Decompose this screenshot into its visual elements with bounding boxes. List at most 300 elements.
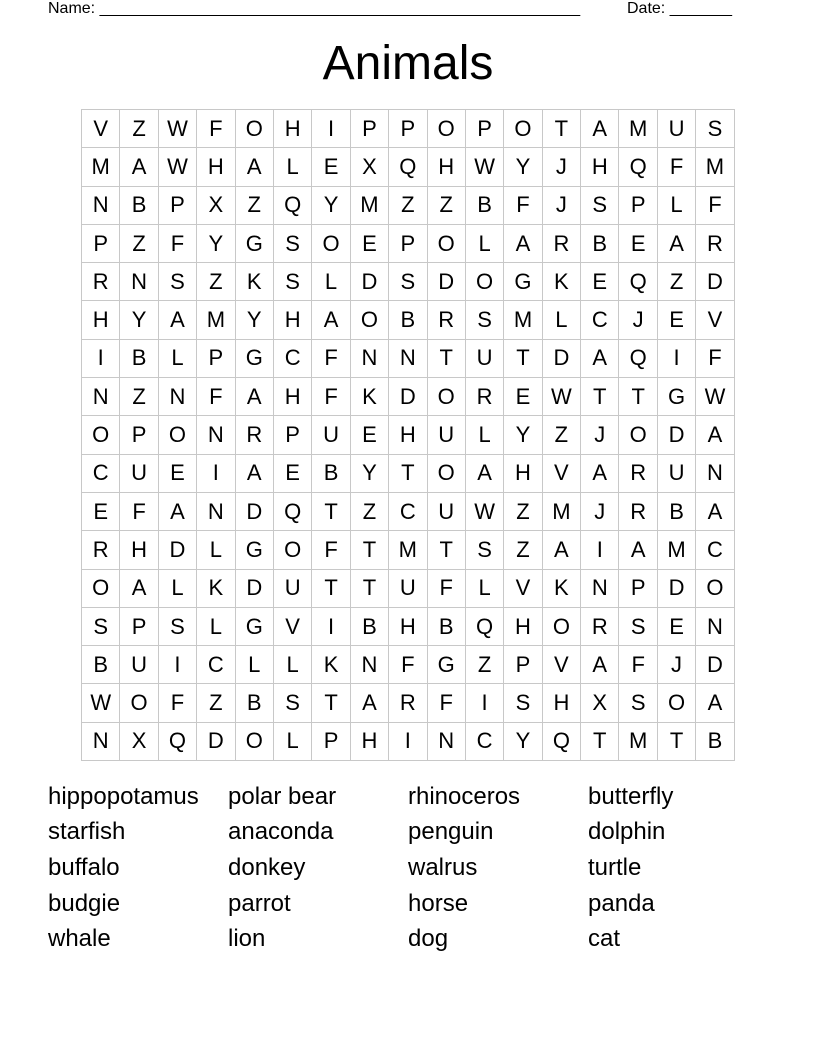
grid-row [82, 569, 735, 607]
grid-cell: A [158, 301, 196, 339]
grid-cell: K [542, 263, 580, 301]
grid-cell: O [542, 607, 580, 645]
grid-cell: Z [197, 684, 235, 722]
grid-cell: N [82, 378, 120, 416]
grid-cell: C [197, 646, 235, 684]
grid-cell: N [82, 722, 120, 760]
grid-row [82, 110, 735, 148]
grid-cell: T [389, 454, 427, 492]
grid-cell: U [657, 454, 695, 492]
grid-cell: N [581, 569, 619, 607]
grid-cell: D [197, 722, 235, 760]
grid-cell: P [197, 339, 235, 377]
grid-cell: B [120, 186, 158, 224]
grid-cell: O [696, 569, 734, 607]
grid-cell: T [427, 531, 465, 569]
grid-cell: Y [504, 416, 542, 454]
grid-cell: Q [273, 186, 311, 224]
grid-cell: A [657, 224, 695, 262]
grid-cell: U [427, 416, 465, 454]
grid-cell: T [542, 110, 580, 148]
grid-cell: M [657, 531, 695, 569]
grid-cell: P [273, 416, 311, 454]
grid-cell: T [619, 378, 657, 416]
grid-cell: S [158, 263, 196, 301]
grid-cell: R [581, 607, 619, 645]
grid-cell: D [235, 492, 273, 530]
grid-cell: B [465, 186, 503, 224]
grid-cell: Y [120, 301, 158, 339]
grid-cell: L [273, 148, 311, 186]
grid-cell: S [619, 684, 657, 722]
grid-cell: O [427, 110, 465, 148]
grid-cell: R [542, 224, 580, 262]
word-bank-item: starfish [48, 818, 126, 845]
grid-cell: V [542, 646, 580, 684]
grid-cell: F [619, 646, 657, 684]
grid-cell: P [619, 569, 657, 607]
grid-row [82, 684, 735, 722]
grid-cell: C [273, 339, 311, 377]
grid-cell: X [350, 148, 388, 186]
grid-cell: M [389, 531, 427, 569]
grid-cell: L [465, 224, 503, 262]
grid-cell: M [82, 148, 120, 186]
grid-cell: S [696, 110, 734, 148]
grid-cell: O [427, 224, 465, 262]
word-bank-item: budgie [48, 890, 121, 917]
grid-cell: P [619, 186, 657, 224]
grid-cell: H [542, 684, 580, 722]
grid-cell: Z [120, 224, 158, 262]
grid-cell: T [657, 722, 695, 760]
grid-cell: E [350, 416, 388, 454]
grid-cell: R [82, 531, 120, 569]
word-bank-item: turtle [588, 854, 642, 881]
grid-row [82, 722, 735, 760]
word-bank-item: walrus [408, 854, 478, 881]
grid-cell: Q [158, 722, 196, 760]
word-bank-item: anaconda [228, 818, 334, 845]
grid-cell: T [427, 339, 465, 377]
grid-cell: B [120, 339, 158, 377]
grid-cell: O [657, 684, 695, 722]
grid-cell: P [504, 646, 542, 684]
grid-cell: B [581, 224, 619, 262]
grid-cell: P [158, 186, 196, 224]
grid-cell: Y [197, 224, 235, 262]
grid-cell: S [504, 684, 542, 722]
grid-cell: C [581, 301, 619, 339]
grid-cell: B [657, 492, 695, 530]
grid-cell: Z [120, 110, 158, 148]
grid-row [82, 224, 735, 262]
grid-cell: G [427, 646, 465, 684]
grid-cell: P [120, 416, 158, 454]
grid-cell: U [465, 339, 503, 377]
word-bank-item: cat [588, 925, 621, 952]
grid-cell: C [389, 492, 427, 530]
grid-cell: H [120, 531, 158, 569]
grid-cell: I [657, 339, 695, 377]
grid-cell: O [82, 416, 120, 454]
grid-cell: F [312, 531, 350, 569]
grid-cell: W [465, 148, 503, 186]
grid-cell: M [542, 492, 580, 530]
grid-cell: A [581, 646, 619, 684]
grid-cell: G [235, 607, 273, 645]
grid-cell: M [504, 301, 542, 339]
grid-cell: R [427, 301, 465, 339]
grid-cell: A [696, 416, 734, 454]
grid-cell: U [389, 569, 427, 607]
grid-cell: E [581, 263, 619, 301]
grid-cell: J [657, 646, 695, 684]
grid-cell: Q [465, 607, 503, 645]
grid-cell: Y [235, 301, 273, 339]
word-bank-item: dog [408, 925, 449, 952]
grid-cell: D [696, 646, 734, 684]
grid-cell: G [235, 339, 273, 377]
grid-cell: P [312, 722, 350, 760]
word-bank-item: donkey [228, 854, 306, 881]
grid-cell: A [504, 224, 542, 262]
grid-cell: J [581, 416, 619, 454]
grid-cell: O [235, 110, 273, 148]
grid-cell: H [197, 148, 235, 186]
grid-cell: A [120, 569, 158, 607]
grid-row [82, 531, 735, 569]
grid-cell: H [389, 416, 427, 454]
grid-cell: C [465, 722, 503, 760]
name-field[interactable]: Name: ______________________________________________________ [48, 0, 581, 17]
grid-cell: A [581, 110, 619, 148]
grid-cell: H [273, 301, 311, 339]
grid-cell: Z [657, 263, 695, 301]
grid-cell: F [197, 110, 235, 148]
grid-cell: A [235, 378, 273, 416]
grid-cell: R [465, 378, 503, 416]
word-bank-item: dolphin [588, 818, 666, 845]
grid-row [82, 454, 735, 492]
grid-cell: I [158, 646, 196, 684]
grid-cell: I [312, 607, 350, 645]
grid-cell: O [350, 301, 388, 339]
grid-cell: S [619, 607, 657, 645]
grid-cell: Z [235, 186, 273, 224]
date-field[interactable]: Date: _______ [627, 0, 732, 17]
grid-cell: J [619, 301, 657, 339]
grid-row [82, 607, 735, 645]
grid-cell: G [235, 531, 273, 569]
grid-cell: E [350, 224, 388, 262]
grid-cell: S [273, 224, 311, 262]
grid-cell: N [350, 339, 388, 377]
grid-cell: W [82, 684, 120, 722]
grid-cell: Z [427, 186, 465, 224]
grid-cell: P [82, 224, 120, 262]
grid-cell: P [350, 110, 388, 148]
grid-cell: Q [542, 722, 580, 760]
grid-cell: A [350, 684, 388, 722]
grid-cell: V [273, 607, 311, 645]
grid-cell: H [504, 454, 542, 492]
word-bank-item: parrot [228, 890, 291, 917]
grid-cell: X [197, 186, 235, 224]
grid-cell: A [696, 492, 734, 530]
grid-cell: Q [619, 339, 657, 377]
grid-cell: N [389, 339, 427, 377]
grid-cell: B [350, 607, 388, 645]
grid-cell: C [82, 454, 120, 492]
grid-cell: F [312, 378, 350, 416]
grid-cell: Y [504, 722, 542, 760]
grid-cell: Z [120, 378, 158, 416]
grid-cell: O [235, 722, 273, 760]
grid-cell: N [82, 186, 120, 224]
grid-cell: S [465, 301, 503, 339]
grid-cell: A [235, 148, 273, 186]
grid-cell: N [696, 454, 734, 492]
grid-cell: S [389, 263, 427, 301]
grid-row [82, 301, 735, 339]
grid-cell: K [350, 378, 388, 416]
grid-cell: R [619, 454, 657, 492]
grid-cell: D [542, 339, 580, 377]
word-bank-item: polar bear [228, 783, 337, 810]
grid-cell: A [581, 454, 619, 492]
grid-cell: M [619, 110, 657, 148]
grid-cell: Y [504, 148, 542, 186]
grid-cell: U [120, 454, 158, 492]
grid-cell: N [120, 263, 158, 301]
grid-cell: F [120, 492, 158, 530]
word-bank-item: penguin [408, 818, 494, 845]
grid-cell: W [696, 378, 734, 416]
word-bank-item: horse [408, 890, 469, 917]
grid-cell: K [312, 646, 350, 684]
grid-cell: U [312, 416, 350, 454]
grid-cell: V [542, 454, 580, 492]
grid-cell: J [542, 186, 580, 224]
grid-cell: Q [619, 148, 657, 186]
grid-cell: F [696, 339, 734, 377]
grid-row [82, 646, 735, 684]
grid-cell: R [619, 492, 657, 530]
grid-cell: F [197, 378, 235, 416]
grid-cell: M [696, 148, 734, 186]
word-bank-item: panda [588, 890, 655, 917]
grid-cell: E [657, 607, 695, 645]
grid-cell: M [197, 301, 235, 339]
grid-cell: D [158, 531, 196, 569]
grid-cell: D [696, 263, 734, 301]
grid-cell: K [235, 263, 273, 301]
grid-cell: W [158, 110, 196, 148]
grid-cell: L [158, 569, 196, 607]
grid-cell: T [581, 378, 619, 416]
grid-cell: G [504, 263, 542, 301]
grid-cell: W [542, 378, 580, 416]
grid-row [82, 186, 735, 224]
grid-cell: P [465, 110, 503, 148]
page-title: Animals [322, 37, 494, 90]
grid-cell: R [235, 416, 273, 454]
grid-cell: L [197, 607, 235, 645]
word-search-grid [81, 109, 735, 761]
grid-cell: A [542, 531, 580, 569]
grid-cell: J [581, 492, 619, 530]
grid-cell: O [619, 416, 657, 454]
grid-cell: M [619, 722, 657, 760]
grid-cell: X [581, 684, 619, 722]
grid-row [82, 416, 735, 454]
grid-cell: A [696, 684, 734, 722]
grid-cell: T [312, 569, 350, 607]
grid-cell: Y [312, 186, 350, 224]
grid-cell: K [542, 569, 580, 607]
grid-cell: O [465, 263, 503, 301]
grid-cell: H [504, 607, 542, 645]
grid-cell: D [657, 416, 695, 454]
grid-cell: F [427, 569, 465, 607]
grid-cell: N [197, 416, 235, 454]
grid-cell: Z [197, 263, 235, 301]
grid-cell: I [581, 531, 619, 569]
grid-cell: U [657, 110, 695, 148]
grid-cell: P [389, 110, 427, 148]
grid-cell: Q [273, 492, 311, 530]
grid-cell: E [158, 454, 196, 492]
grid-cell: L [312, 263, 350, 301]
grid-cell: S [465, 531, 503, 569]
grid-cell: I [389, 722, 427, 760]
header [48, 0, 748, 20]
grid-cell: H [82, 301, 120, 339]
grid-cell: S [273, 263, 311, 301]
grid-cell: T [581, 722, 619, 760]
grid-cell: Q [389, 148, 427, 186]
grid-cell: F [657, 148, 695, 186]
grid-cell: Y [350, 454, 388, 492]
grid-cell: A [120, 148, 158, 186]
grid-cell: N [427, 722, 465, 760]
word-bank-item: butterfly [588, 783, 674, 810]
grid-cell: H [389, 607, 427, 645]
grid-row [82, 378, 735, 416]
grid-cell: F [427, 684, 465, 722]
grid-cell: X [120, 722, 158, 760]
grid-cell: O [312, 224, 350, 262]
grid-cell: H [581, 148, 619, 186]
grid-cell: O [427, 378, 465, 416]
word-bank-item: buffalo [48, 854, 120, 881]
grid-cell: H [273, 378, 311, 416]
grid-cell: F [389, 646, 427, 684]
grid-cell: B [427, 607, 465, 645]
grid-cell: W [465, 492, 503, 530]
grid-row [82, 492, 735, 530]
grid-cell: D [657, 569, 695, 607]
grid-cell: L [465, 569, 503, 607]
grid-cell: A [581, 339, 619, 377]
grid-cell: B [312, 454, 350, 492]
grid-cell: D [389, 378, 427, 416]
grid-cell: N [158, 378, 196, 416]
grid-cell: L [465, 416, 503, 454]
grid-cell: T [350, 569, 388, 607]
grid-cell: D [427, 263, 465, 301]
grid-cell: S [158, 607, 196, 645]
grid-cell: Z [542, 416, 580, 454]
grid-cell: Q [619, 263, 657, 301]
grid-cell: Z [465, 646, 503, 684]
grid-cell: E [273, 454, 311, 492]
word-bank-item: whale [48, 925, 111, 952]
grid-cell: S [82, 607, 120, 645]
grid-cell: F [312, 339, 350, 377]
grid-cell: E [619, 224, 657, 262]
grid-cell: O [504, 110, 542, 148]
grid-cell: D [350, 263, 388, 301]
grid-cell: L [158, 339, 196, 377]
grid-cell: G [657, 378, 695, 416]
grid-cell: L [197, 531, 235, 569]
grid-cell: O [427, 454, 465, 492]
grid-cell: I [465, 684, 503, 722]
grid-cell: R [389, 684, 427, 722]
grid-cell: E [312, 148, 350, 186]
grid-cell: U [120, 646, 158, 684]
grid-cell: S [273, 684, 311, 722]
grid-cell: N [197, 492, 235, 530]
grid-cell: A [235, 454, 273, 492]
grid-cell: G [235, 224, 273, 262]
grid-cell: O [120, 684, 158, 722]
grid-cell: F [158, 224, 196, 262]
grid-cell: F [696, 186, 734, 224]
grid-cell: B [696, 722, 734, 760]
grid-cell: T [312, 492, 350, 530]
grid-cell: T [312, 684, 350, 722]
grid-cell: V [82, 110, 120, 148]
grid-cell: S [581, 186, 619, 224]
grid-cell: R [696, 224, 734, 262]
grid-cell: E [504, 378, 542, 416]
grid-cell: J [542, 148, 580, 186]
grid-cell: O [158, 416, 196, 454]
grid-cell: H [273, 110, 311, 148]
grid-cell: Z [350, 492, 388, 530]
grid-cell: V [696, 301, 734, 339]
grid-cell: C [696, 531, 734, 569]
grid-cell: N [350, 646, 388, 684]
grid-cell: K [197, 569, 235, 607]
grid-cell: L [273, 722, 311, 760]
grid-cell: L [235, 646, 273, 684]
grid-cell: D [235, 569, 273, 607]
grid-cell: I [197, 454, 235, 492]
grid-cell: O [273, 531, 311, 569]
grid-cell: B [235, 684, 273, 722]
grid-cell: T [504, 339, 542, 377]
grid-cell: F [504, 186, 542, 224]
grid-cell: F [158, 684, 196, 722]
grid-cell: E [657, 301, 695, 339]
grid-cell: A [158, 492, 196, 530]
grid-cell: H [427, 148, 465, 186]
grid-cell: B [389, 301, 427, 339]
